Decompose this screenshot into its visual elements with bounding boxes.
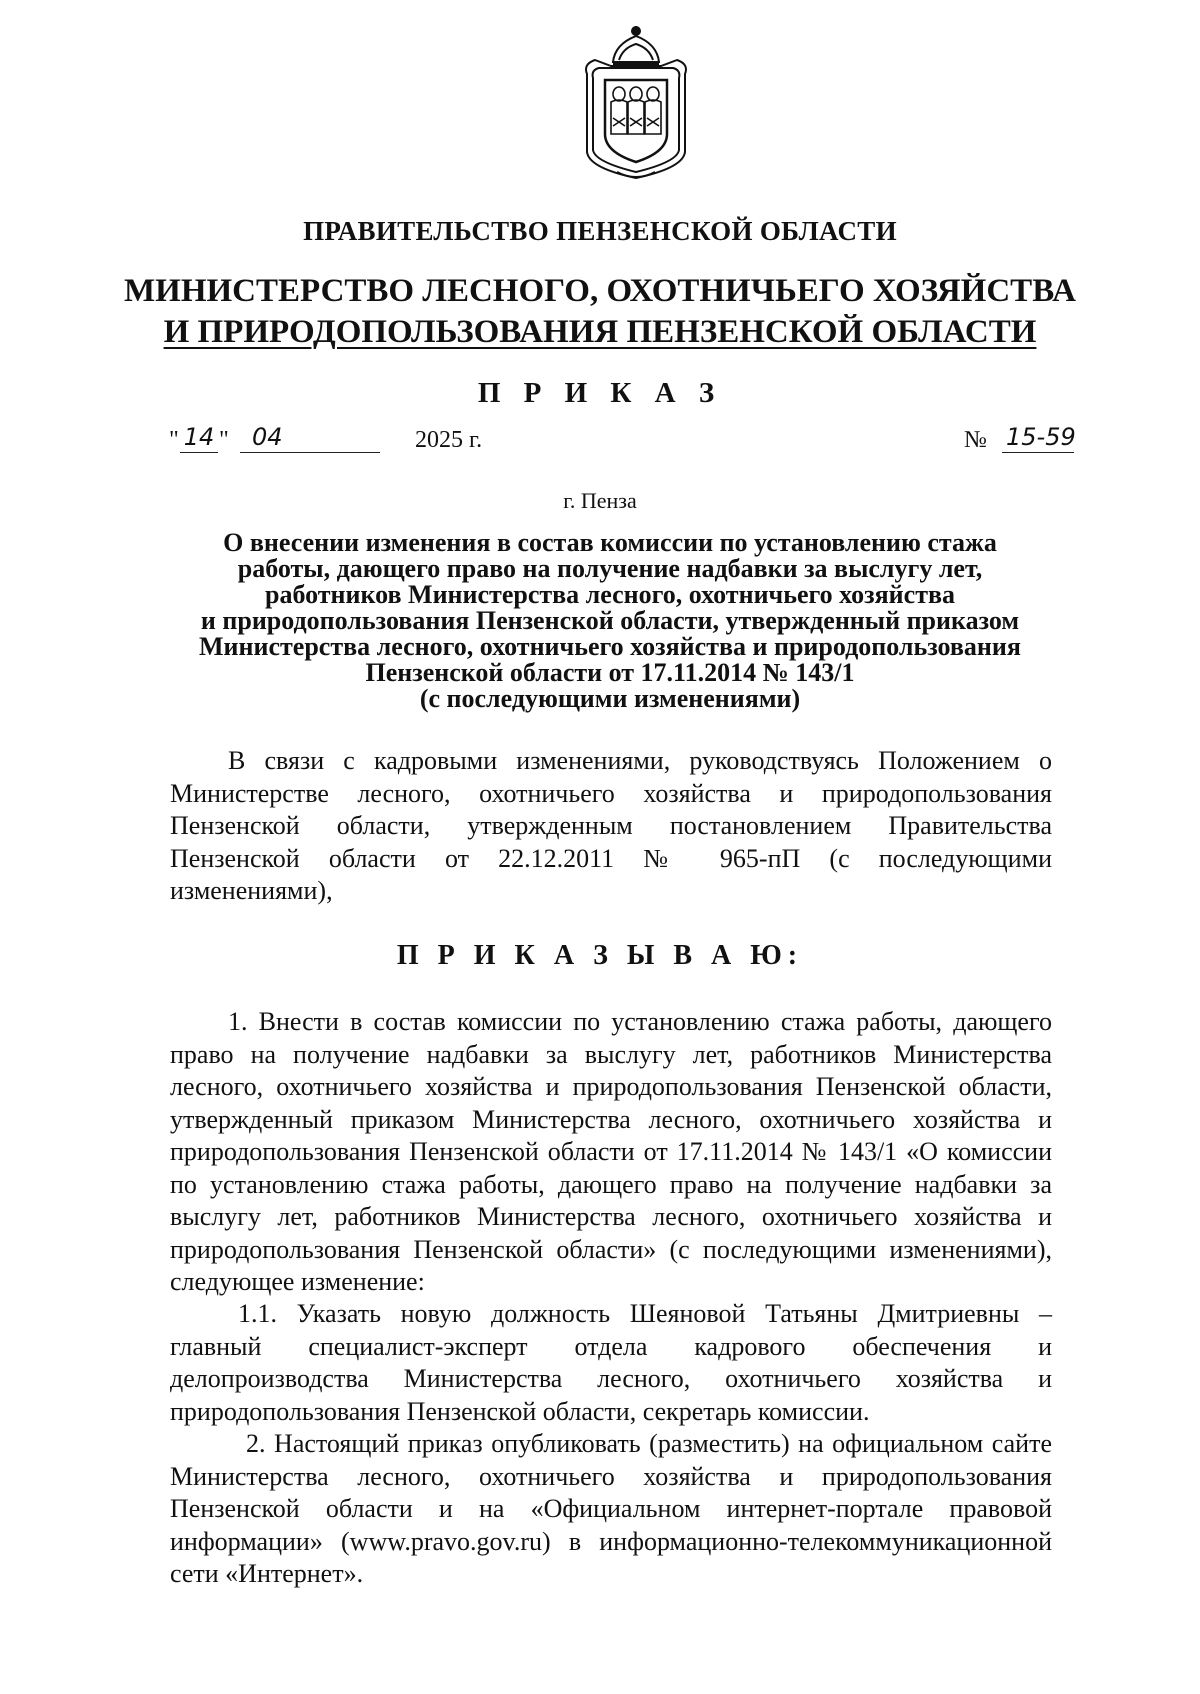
- paragraph-line: 1.1. Указать новую должность Шеяновой Татьяны Дмитриевны –: [238, 1299, 1052, 1328]
- item-1-1-paragraph: [170, 1298, 1052, 1428]
- paragraph-line: выслугу лет, работников Министерства лесного, охотничьего хозяйства и: [170, 1202, 1052, 1231]
- paragraph-line: утвержденный приказом Министерства лесного, охотничьего хозяйства и: [170, 1104, 1052, 1134]
- title-line: (с последующими изменениями): [419, 684, 801, 713]
- paragraph-line: природопользования Пензенской области от 17.11.2014 № 143/1 «О комиссии: [170, 1137, 1052, 1166]
- paragraph-line: право на получение надбавки за выслугу лет, работников Министерства: [170, 1039, 1052, 1069]
- paragraph-line: В связи с кадровыми изменениями, руководствуясь Положением о: [228, 746, 1052, 775]
- date-quote-open: ": [169, 427, 179, 453]
- title-line: и природопользования Пензенской области, утвержденный приказом: [200, 606, 1020, 635]
- date-quote-close: ": [219, 427, 229, 453]
- title-line: работников Министерства лесного, охотничьего хозяйства: [264, 580, 956, 609]
- paragraph-line: изменениями),: [170, 876, 333, 905]
- paragraph-line: природопользования Пензенской области, секретарь комиссии.: [170, 1396, 870, 1426]
- paragraph-line: Министерства лесного, охотничьего хозяйства и природопользования: [170, 1461, 1052, 1491]
- paragraph-line: главный специалист-эксперт отдела кадрового обеспечения и: [170, 1331, 1052, 1361]
- title-line: Министерства лесного, охотничьего хозяйства и природопользования: [199, 632, 1021, 661]
- title-line: Пензенской области от 17.11.2014 № 143/1: [365, 658, 855, 687]
- paragraph-line: по установлению стажа работы, дающего право на получение надбавки за: [170, 1169, 1052, 1199]
- paragraph-line: 2. Настоящий приказ опубликовать (разместить) на официальном сайте: [246, 1429, 1052, 1458]
- government-name: ПРАВИТЕЛЬСТВО ПЕНЗЕНСКОЙ ОБЛАСТИ: [303, 216, 897, 246]
- title-line: работы, дающего право на получение надбавки за выслугу лет,: [237, 554, 983, 583]
- item-1-paragraph: [170, 1006, 1052, 1299]
- date-year: 2025 г.: [415, 427, 483, 453]
- date-day-handwritten: 14: [180, 422, 218, 453]
- paragraph-line: лесного, охотничьего хозяйства и природопользования Пензенской области,: [170, 1072, 1052, 1101]
- coat-of-arms-emblem: [573, 22, 699, 184]
- ministry-name-line1: МИНИСТЕРСТВО ЛЕСНОГО, ОХОТНИЧЬЕГО ХОЗЯЙСТВА: [124, 273, 1076, 309]
- paragraph-line: делопроизводства Министерства лесного, охотничьего хозяйства и: [170, 1364, 1052, 1393]
- paragraph-line: сети «Интернет».: [170, 1559, 364, 1588]
- date-month-handwritten: 04: [240, 422, 380, 453]
- intro-paragraph: [170, 745, 1052, 908]
- title-line: О внесении изменения в состав комиссии по установлению стажа: [223, 528, 997, 557]
- city-name: г. Пенза: [563, 488, 637, 513]
- paragraph-line: Министерстве лесного, охотничьего хозяйства и природопользования: [170, 778, 1052, 808]
- ministry-name-line2: [0, 314, 1200, 351]
- order-number-label: №: [964, 427, 987, 453]
- paragraph-line: 1. Внести в состав комиссии по установлению стажа работы, дающего: [228, 1007, 1052, 1036]
- paragraph-line: информации» (www.pravo.gov.ru) в информационно-телекоммуникационной: [170, 1526, 1052, 1556]
- paragraph-line: Пензенской области от 22.12.2011 № 965-пП (с последующими: [170, 843, 1052, 873]
- document-type-heading: П Р И К А З: [477, 377, 723, 409]
- order-number-handwritten: 15-59: [1002, 422, 1074, 453]
- paragraph-line: Пензенской области и на «Официальном интернет-портале правовой: [170, 1494, 1052, 1523]
- order-title: [170, 530, 1050, 712]
- paragraph-line: Пензенской области, утвержденным постановлением Правительства: [170, 811, 1052, 840]
- paragraph-line: следующее изменение:: [170, 1267, 425, 1296]
- item-2-paragraph: [170, 1428, 1052, 1591]
- paragraph-line: природопользования Пензенской области» (с последующими изменениями),: [170, 1234, 1052, 1264]
- order-directive-heading: П Р И К А З Ы В А Ю:: [396, 940, 804, 971]
- ministry-name-line2-text: И ПРИРОДОПОЛЬЗОВАНИЯ ПЕНЗЕНСКОЙ ОБЛАСТИ: [163, 314, 1037, 350]
